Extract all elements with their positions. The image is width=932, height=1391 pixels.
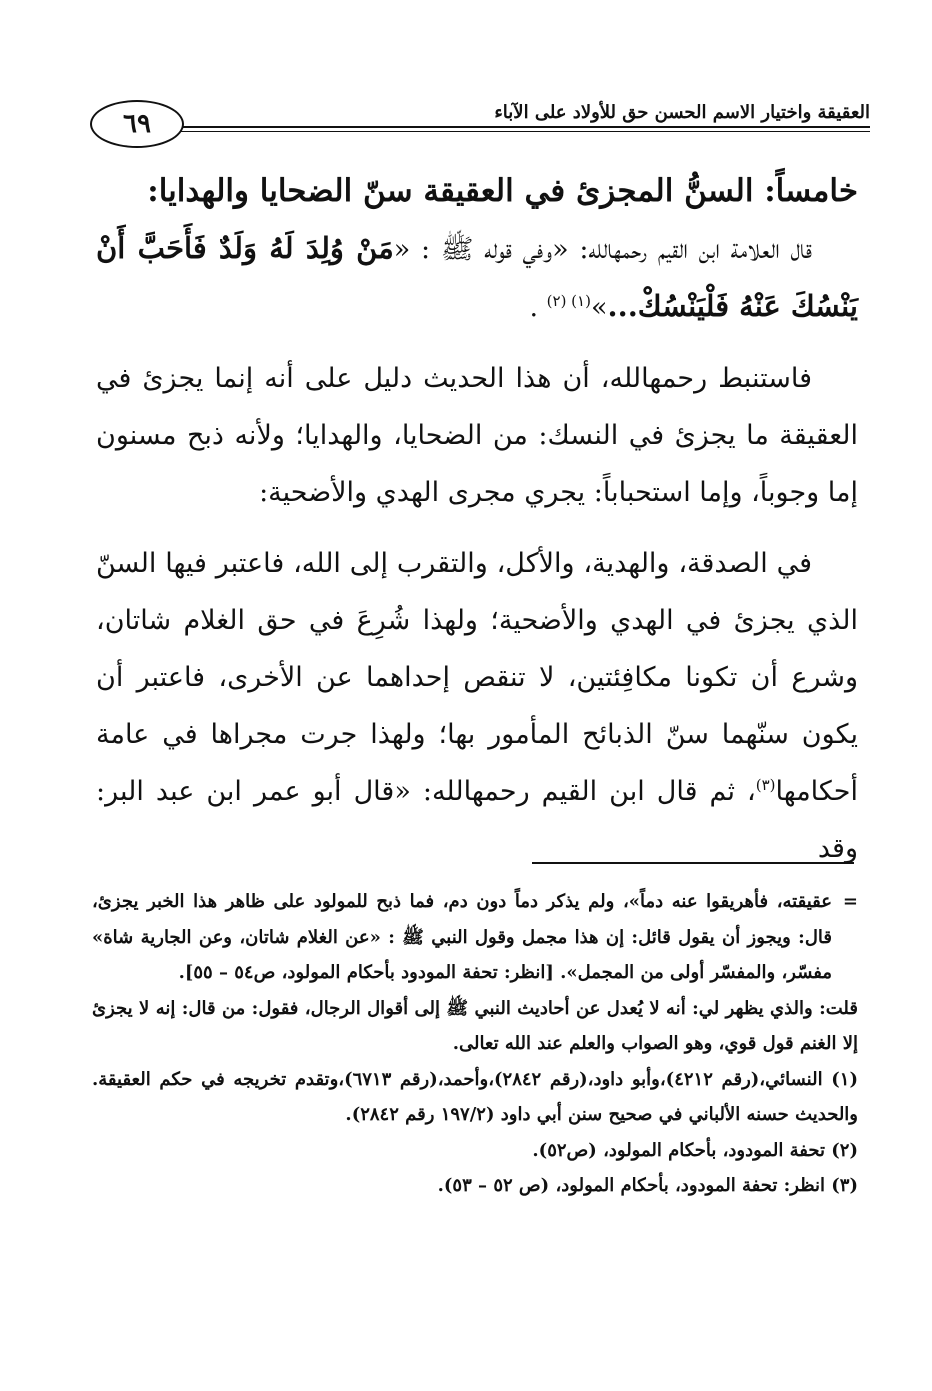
para1-tail: » xyxy=(590,292,608,323)
para3-end: ، ثم قال ابن القيم رحمهالله: «قال أبو عمر ابن عبد البر: وقد xyxy=(96,776,858,864)
footnote-1 xyxy=(92,1062,858,1133)
footnote-3-text: انظر: تحفة المودود، بأحكام المولود، (ص ٥٢ – ٥٣). xyxy=(437,1175,825,1196)
page-header xyxy=(90,100,870,160)
footnote-1-text: النسائي،(رقم ٤٢١٢)،وأبو داود،(رقم ٢٨٤٢)،وأحمد،(رقم ٦٧١٣)،وتقدم تخريجه في حكم العقيقة. والحديث حسنه الألباني في صحيح سنن أبي داود (١٩٧/٢ رقم ٢٨٤٢). xyxy=(92,1068,858,1125)
footnote-3 xyxy=(92,1168,858,1204)
header-rule xyxy=(178,126,870,132)
footnotes xyxy=(92,884,858,1204)
section-heading: خامساً: السنُّ المجزئ في العقيقة سنّ الضحايا والهدايا: xyxy=(147,173,858,209)
main-text xyxy=(96,162,858,877)
footnote-2-mark: (٢) xyxy=(831,1139,858,1161)
footnote-3-mark: (٣) xyxy=(831,1175,858,1196)
footnote-comment: قلت: والذي يظهر لي: أنه لا يُعدل عن أحاديث النبي ﷺ إلى أقوال الرجال، فقول: من قال: إنه لا يجزئ إلا الغنم قول قوي، وهو الصواب والعلم عند الله تعالى. xyxy=(92,997,858,1054)
continuation-text: عقيقته، فأهريقوا عنه دماً»، ولم يذكر دماً دون دم، فما ذبح للمولود على ظاهر هذا الخبر يجزئ، قال: ويجوز أن يقول قائل: إن هذا مجمل وقول النبي ﷺ : «عن الغلام شاتان، وعن الجارية شاة» مفسّر، والمفسّر أولى من المجمل». [انظر: تحفة المودود بأحكام المولود، ص٥٤ – ٥٥]. xyxy=(92,891,832,983)
footnote-refs-1-2: (١) (٢) xyxy=(546,292,591,310)
footnote-separator xyxy=(532,862,854,864)
footnote-2-text: تحفة المودود، بأحكام المولود، (ص٥٢). xyxy=(532,1139,825,1161)
footnote-ref-3: (٣) xyxy=(755,776,776,794)
hadith-text: مَنْ وُلِدَ لَهُ وَلَدٌ فَأَحَبَّ أَنْ يَنْسُكَ عَنْهُ فَلْيَنْسُكْ... xyxy=(96,231,858,323)
footnote-continuation xyxy=(92,884,858,991)
para1-end: . xyxy=(529,292,547,323)
paragraph-2: فاستنبط رحمهالله، أن هذا الحديث دليل على أنه إنما يجزئ في العقيقة ما يجزئ في النسك: من الضحايا، والهدايا؛ ولأنه ذبح مسنون إما وجوباً، وإما استحباباً: يجري مجرى الهدي والأضحية: xyxy=(96,363,858,508)
paragraph-3 xyxy=(96,535,858,877)
footnote-2 xyxy=(92,1133,858,1169)
page-number-oval xyxy=(90,100,184,148)
running-title: العقيقة واختيار الاسم الحسن حق للأولاد على الآباء xyxy=(486,102,870,123)
footnote-1-mark: (١) xyxy=(831,1068,858,1090)
page-number: ٦٩ xyxy=(123,109,151,139)
continuation-mark: = xyxy=(842,891,858,912)
para1-lead: قال العلامة ابن القيم رحمهالله: «وفي قوله ﷺ : « xyxy=(393,234,812,265)
para3-text: في الصدقة، والهدية، والأكل، والتقرب إلى الله، فاعتبر فيها السنّ الذي يجزئ في الهدي والأضحية؛ ولهذا شُرِعَ في حق الغلام شاتان، وشرع أن تكونا مكافِئتين، لا تنقص إحداهما عن الأخرى، فاعتبر أن يكون سنّهما سنّ الذبائح المأمور بها؛ ولهذا جرت مجراها في عامة أحكامها xyxy=(96,548,858,807)
paragraph-1 xyxy=(96,220,858,336)
